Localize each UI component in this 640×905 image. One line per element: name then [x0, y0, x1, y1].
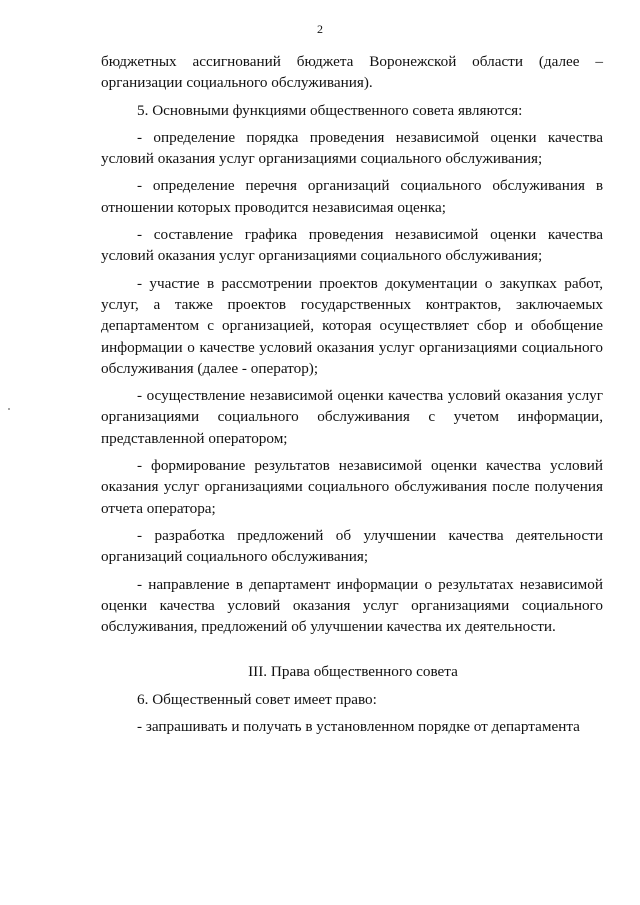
list-item-function: - разработка предложений об улучшении качества деятельности организаций социального обслуживания; [101, 526, 603, 566]
list-item-function: - осуществление независимой оценки качества условий оказания услуг организациями социального обслуживания с учетом информации, представленной оператором; [101, 387, 603, 447]
list-item-function: - определение перечня организаций социального обслуживания в отношении которых проводится независимая оценка; [101, 177, 603, 216]
paragraph-rights-intro: 6. Общественный совет имеет право: [137, 690, 377, 708]
list-item-function: - составление графика проведения независимой оценки качества условий оказания услуг организациями социального обслуживания; [101, 226, 603, 265]
paragraph-functions-intro: 5. Основными функциями общественного совета являются: [137, 101, 523, 119]
page-number: 2 [317, 22, 323, 36]
list-item-function: - формирование результатов независимой оценки качества условий оказания услуг организациями социального обслуживания после получения отчета оператора; [101, 457, 603, 517]
section-heading: III. Права общественного совета [248, 663, 458, 681]
list-item-right: - запрашивать и получать в установленном порядке от департамента [137, 718, 580, 736]
document-body [101, 51, 603, 737]
list-item-function: - направление в департамент информации о результатах независимой оценки качества условий оказания услуг организациями социального обслуживания, предложений об улучшении качества их деятельности. [101, 575, 603, 636]
list-item-function: - участие в рассмотрении проектов документации о закупках работ, услуг, а также проектов государственных контрактов, заключаемых департаментом с организацией, которая осуществляет сбор и обобщение информации о качестве условий оказания услуг организациями социального обслуживания (далее - оператор); [101, 274, 603, 377]
scan-artifact-dot [8, 408, 10, 410]
list-item-function: - определение порядка проведения независимой оценки качества условий оказания услуг организациями социального обслуживания; [101, 128, 603, 168]
paragraph-continuation: бюджетных ассигнований бюджета Воронежской области (далее – организации социального обслуживания). [101, 53, 603, 92]
